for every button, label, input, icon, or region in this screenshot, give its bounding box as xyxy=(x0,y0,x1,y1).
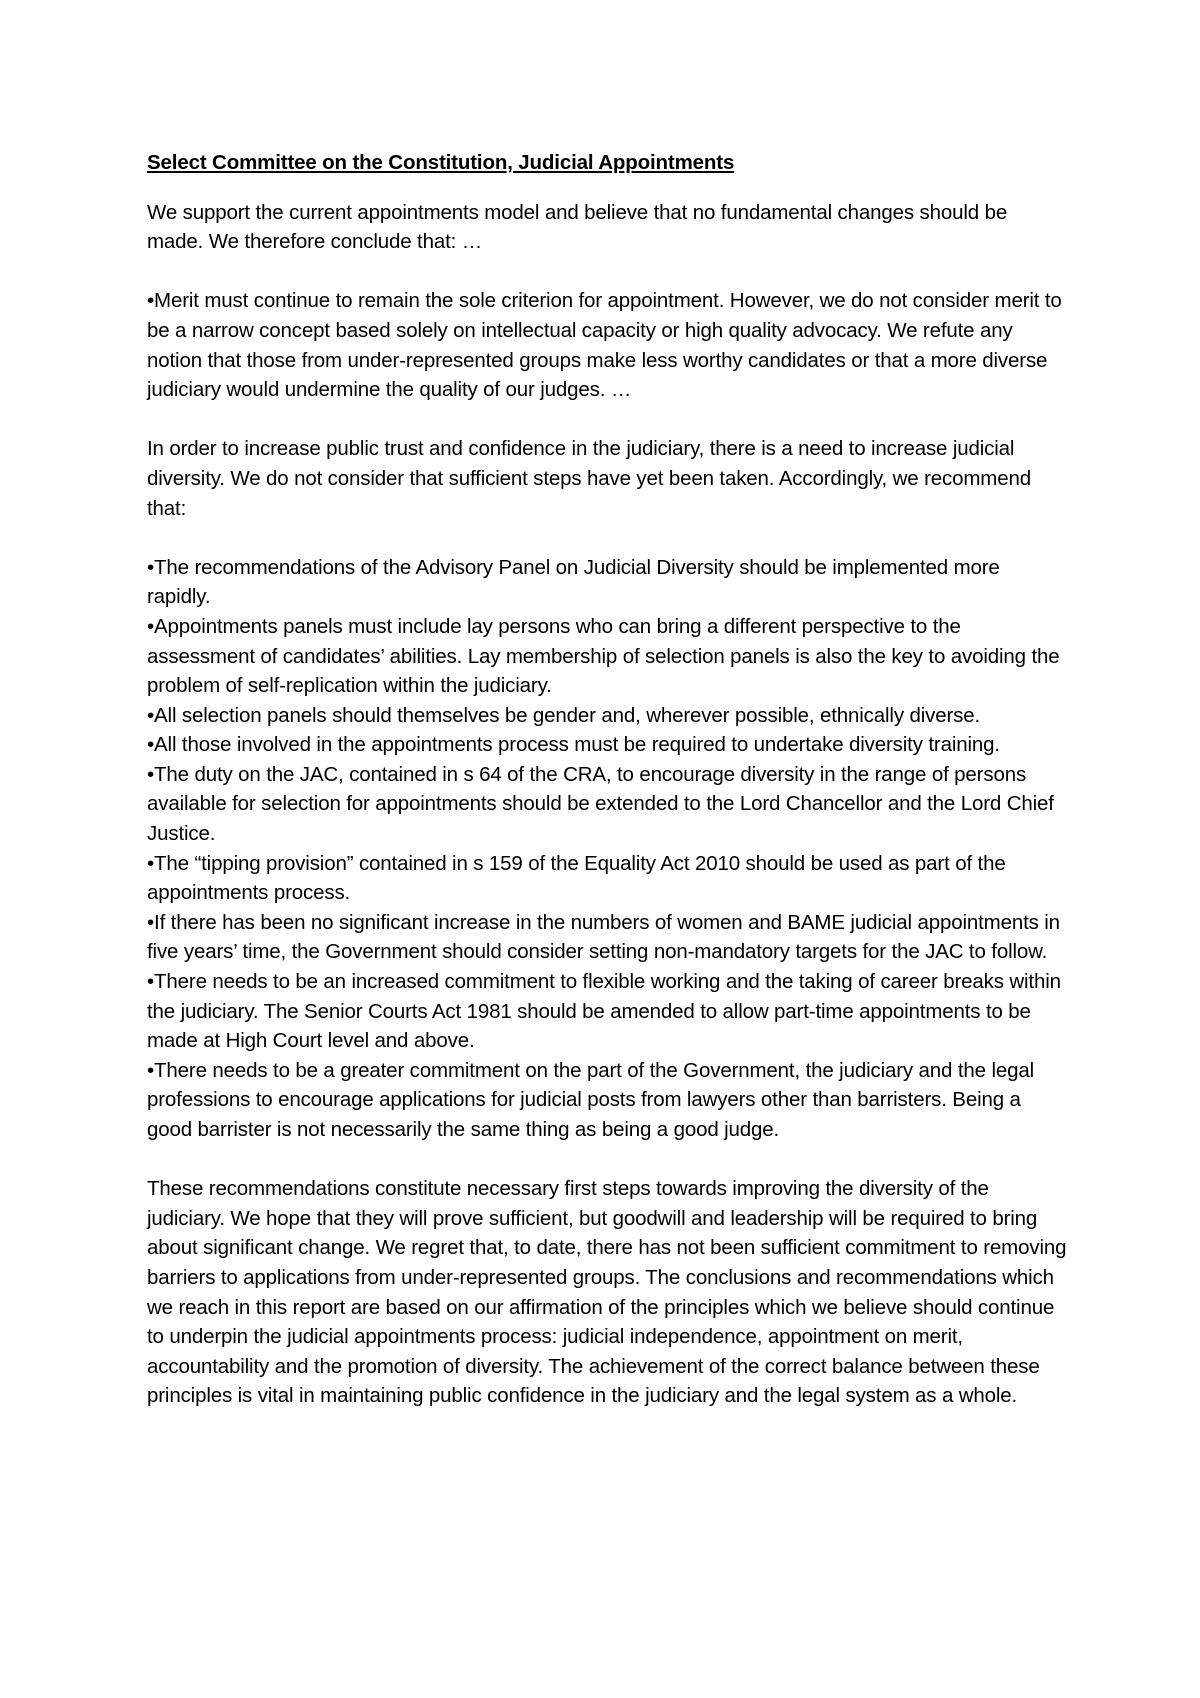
document-page xyxy=(147,148,1067,1411)
recommendation-item: •There needs to be an increased commitment to flexible working and the taking of career breaks within the judiciary. The Senior Courts Act 1981 should be amended to allow part-time appointments to be made at High Court level and above. xyxy=(147,970,1061,1053)
recommendation-item: •All selection panels should themselves be gender and, wherever possible, ethnically diverse. xyxy=(147,703,981,727)
merit-bullet: •Merit must continue to remain the sole criterion for appointment. However, we do not consider merit to be a narrow concept based solely on intellectual capacity or high quality advocacy. We refute any notion that those from under-represented groups make less worthy candidates or that a more diverse judiciary would undermine the quality of our judges. … xyxy=(147,289,1062,402)
conclusion-paragraph: These recommendations constitute necessary first steps towards improving the diversity of the judiciary. We hope that they will prove sufficient, but goodwill and leadership will be required to bring about significant change. We regret that, to date, there has not been sufficient commitment to removing barriers to applications from under-represented groups. The conclusions and recommendations which we reach in this report are based on our affirmation of the principles which we believe should continue to underpin the judicial appointments process: judicial independence, appointment on merit, accountability and the promotion of diversity. The achievement of the correct balance between these principles is vital in maintaining public confidence in the judiciary and the legal system as a whole. xyxy=(147,1177,1067,1408)
document-title: Select Committee on the Constitution, Judicial Appointments xyxy=(147,151,735,174)
recommendation-item: •Appointments panels must include lay persons who can bring a different perspective to the assessment of candidates’ abilities. Lay membership of selection panels is also the key to avoiding the problem of self-replication within the judiciary. xyxy=(147,614,1060,698)
recommendation-item: •If there has been no significant increase in the numbers of women and BAME judicial appointments in five years’ time, the Government should consider setting non-mandatory targets for the JAC to follow. xyxy=(147,910,1060,964)
diversity-paragraph: In order to increase public trust and confidence in the judiciary, there is a need to increase judicial diversity. We do not consider that sufficient steps have yet been taken. Accordingly, we recommend that: xyxy=(147,437,1031,520)
recommendation-item: •There needs to be a greater commitment on the part of the Government, the judiciary and the legal professions to encourage applications for judicial posts from lawyers other than barristers. Being a good barrister is not necessarily the same thing as being a good judge. xyxy=(147,1058,1035,1141)
intro-paragraph: We support the current appointments model and believe that no fundamental changes should be made. We therefore conclude that: … xyxy=(147,200,1008,254)
recommendation-item: •The duty on the JAC, contained in s 64 of the CRA, to encourage diversity in the range of persons available for selection for appointments should be extended to the Lord Chancellor and the Lord Chief Justice. xyxy=(147,762,1054,846)
recommendation-item: •The recommendations of the Advisory Panel on Judicial Diversity should be implemented more rapidly. xyxy=(147,555,1000,609)
recommendation-item: •The “tipping provision” contained in s 159 of the Equality Act 2010 should be used as part of the appointments process. xyxy=(147,851,1006,905)
recommendation-item: •All those involved in the appointments process must be required to undertake diversity training. xyxy=(147,733,1000,757)
recommendations-list xyxy=(147,553,1067,1145)
